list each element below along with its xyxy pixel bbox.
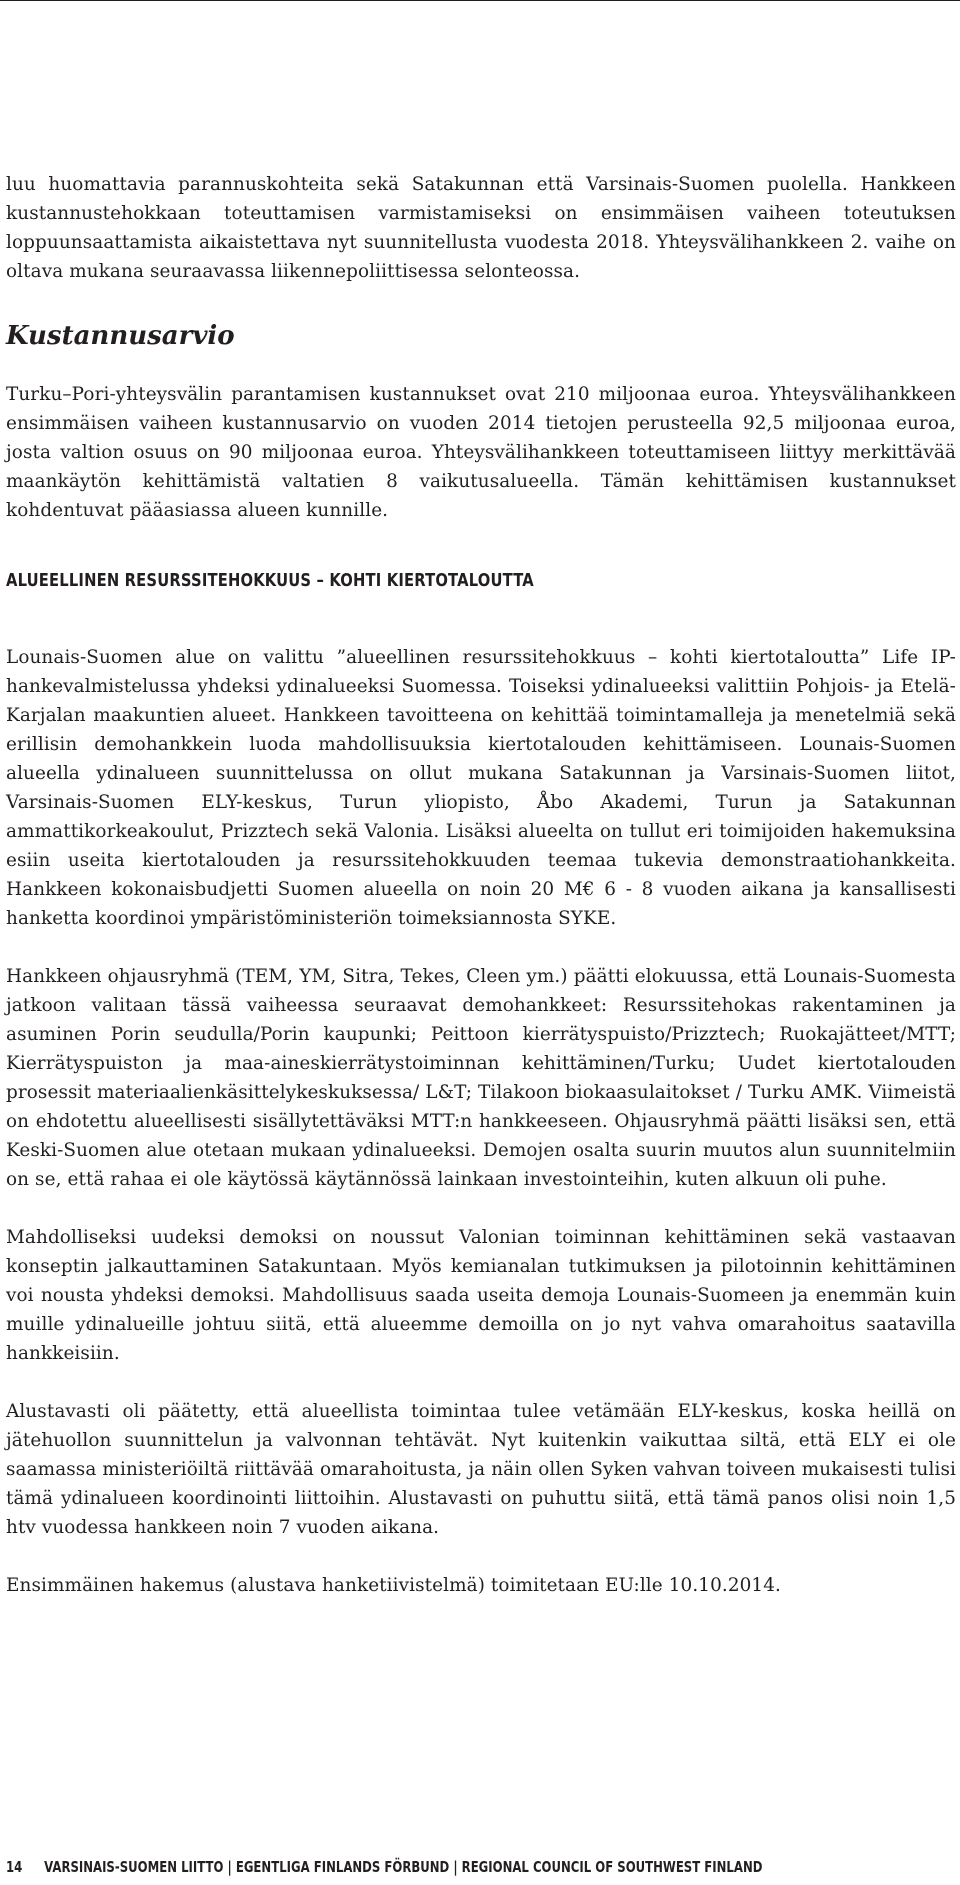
- top-rule: [0, 0, 960, 5]
- resource-paragraph-5: Ensimmäinen hakemus (alustava hanketiivistelmä) toimitetaan EU:lle 10.10.2014.: [6, 1575, 781, 1596]
- footer-publisher: VARSINAIS-SUOMEN LIITTO | EGENTLIGA FINLANDS FÖRBUND | REGIONAL COUNCIL OF SOUTHWEST FINLAND: [44, 1858, 763, 1876]
- page-content: [6, 170, 956, 1600]
- cost-heading: Kustannusarvio: [6, 321, 235, 351]
- resource-paragraph-4: Alustavasti oli päätetty, että alueellista toimintaa tulee vetämään ELY-keskus, koska heillä on jätehuollon suunnittelun ja valvonnan tehtävät. Nyt kuitenkin vaikuttaa siltä, että ELY ei ole saamassa ministeriöiltä riittävää omarahoitusta, ja näin ollen Syken vahvan toiveen mukaisesti tulisi tämä ydinalueen koordinointi liittoihin. Alustavasti on puhuttu siitä, että tämä panos olisi noin 1,5 htv vuodessa hankkeen noin 7 vuoden aikana.: [6, 1401, 956, 1538]
- resource-paragraph-3: Mahdolliseksi uudeksi demoksi on noussut Valonian toiminnan kehittäminen sekä vastaavan konseptin jalkauttaminen Satakuntaan. Myös kemianalan tutkimuksen ja pilotoinnin kehittäminen voi nousta yhdeksi demoksi. Mahdollisuus saada useita demoja Lounais-Suomeen ja enemmän kuin muille ydinalueille johtuu siitä, että alueemme demoilla on jo nyt vahva omarahoitus saatavilla hankkeisiin.: [6, 1227, 956, 1364]
- resource-paragraph-2: Hankkeen ohjausryhmä (TEM, YM, Sitra, Tekes, Cleen ym.) päätti elokuussa, että Lounais-Suomesta jatkoon valitaan tässä vaiheessa seuraavat demohankkeet: Resurssitehokas rakentaminen ja asuminen Porin seudulla/Porin kaupunki; Peittoon kierrätyspuisto/Prizztech; Ruokajätteet/MTT; Kierrätyspuiston ja maa-aineskierrätystoiminnan kehittäminen/Turku; Uudet kiertotalouden prosessit materiaalienkäsittelykeskuksessa/ L&T; Tilakoon biokaasulaitokset / Turku AMK. Viimeistä on ehdotettu alueellisesti sisällytettäväksi MTT:n hankkeeseen. Ohjausryhmä päätti lisäksi sen, että Keski-Suomen alue otetaan mukaan ydinalueeksi. Demojen osalta suurin muutos alun suunnitelmiin on se, että rahaa ei ole käytössä käytännössä lainkaan investointeihin, kuten alkuun oli puhe.: [6, 966, 956, 1190]
- cost-paragraph: Turku–Pori-yhteysvälin parantamisen kustannukset ovat 210 miljoonaa euroa. Yhteysvälihankkeen ensimmäisen vaiheen kustannusarvio on vuoden 2014 tietojen perusteella 92,5 miljoonaa euroa, josta valtion osuus on 90 miljoonaa euroa. Yhteysvälihankkeen toteuttamiseen liittyy merkittävää maankäytön kehittämistä valtatien 8 vaikutusalueella. Tämän kehittämisen kustannukset kohdentuvat pääasiassa alueen kunnille.: [6, 384, 956, 521]
- intro-paragraph: luu huomattavia parannuskohteita sekä Satakunnan että Varsinais-Suomen puolella. Hankkeen kustannustehokkaan toteuttamisen varmistamiseksi on ensimmäisen vaiheen toteutuksen loppuunsaattamista aikaistettava nyt suunnitellusta vuodesta 2018. Yhteysvälihankkeen 2. vaihe on oltava mukana seuraavassa liikennepoliittisessa selonteossa.: [6, 174, 956, 282]
- page-footer: [6, 1858, 762, 1876]
- page-number: 14: [6, 1858, 23, 1876]
- resource-heading: ALUEELLINEN RESURSSITEHOKKUUS – KOHTI KIERTOTALOUTTA: [6, 570, 534, 591]
- resource-paragraph-1: Lounais-Suomen alue on valittu ”alueellinen resurssitehokkuus – kohti kiertotaloutta” Life IP-hankevalmistelussa yhdeksi ydinalueeksi Suomessa. Toiseksi ydinalueeksi valittiin Pohjois- ja Etelä-Karjalan maakuntien alueet. Hankkeen tavoitteena on kehittää toimintamalleja ja menetelmiä sekä erillisin demohankkein luoda mahdollisuuksia kiertotalouden kehittämiseen. Lounais-Suomen alueella ydinalueen suunnittelussa on ollut mukana Satakunnan ja Varsinais-Suomen liitot, Varsinais-Suomen ELY-keskus, Turun yliopisto, Åbo Akademi, Turun ja Satakunnan ammattikorkeakoulut, Prizztech sekä Valonia. Lisäksi alueelta on tullut eri toimijoiden hakemuksina esiin useita kiertotalouden ja resurssitehokkuuden teemaa tukevia demonstraatiohankkeita. Hankkeen kokonaisbudjetti Suomen alueella on noin 20 M€ 6 - 8 vuoden aikana ja kansallisesti hanketta koordinoi ympäristöministeriön toimeksiannosta SYKE.: [6, 647, 956, 929]
